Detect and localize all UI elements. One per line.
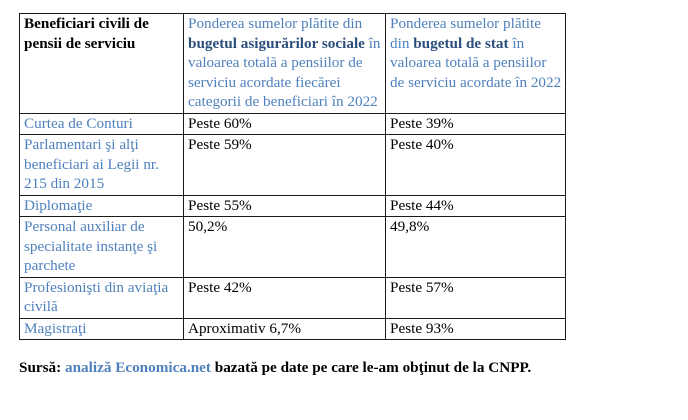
header-social-budget bbox=[184, 14, 386, 114]
source-rest: bazată pe date pe care le-am obţinut de la CNPP. bbox=[210, 359, 532, 376]
category-cell: Magistraţi bbox=[20, 318, 184, 340]
social-share-cell: Peste 42% bbox=[184, 277, 386, 318]
category-cell: Profesionişti din aviaţia civilă bbox=[20, 277, 184, 318]
header-social-bold: bugetul asigurărilor sociale bbox=[188, 34, 365, 52]
state-share-cell: Peste 44% bbox=[386, 195, 566, 217]
social-share-cell: Peste 55% bbox=[184, 195, 386, 217]
social-share-cell: Aproximativ 6,7% bbox=[184, 318, 386, 340]
pension-table bbox=[19, 13, 566, 340]
table-row bbox=[20, 195, 566, 217]
table-row bbox=[20, 113, 566, 135]
source-label: Sursă: bbox=[19, 359, 62, 376]
header-state-pre: Ponderea sumelor plătite din bbox=[390, 15, 541, 52]
social-share-cell: Peste 59% bbox=[184, 135, 386, 196]
table-row bbox=[20, 217, 566, 278]
header-category: Beneficiari civili de pensii de serviciu bbox=[20, 14, 184, 114]
header-social-pre: Ponderea sumelor plătite din bbox=[188, 15, 363, 32]
header-state-budget bbox=[386, 14, 566, 114]
table-header-row bbox=[20, 14, 566, 114]
social-share-cell: 50,2% bbox=[184, 217, 386, 278]
header-state-post: în valoarea totală a pensiilor de serviciu acordate în 2022 bbox=[390, 34, 562, 91]
category-cell: Diplomaţie bbox=[20, 195, 184, 217]
header-state-bold: bugetul de stat bbox=[413, 34, 509, 52]
state-share-cell: Peste 93% bbox=[386, 318, 566, 340]
table-row bbox=[20, 135, 566, 196]
state-share-cell: 49,8% bbox=[386, 217, 566, 278]
state-share-cell: Peste 57% bbox=[386, 277, 566, 318]
source-link[interactable]: analiză Economica.net bbox=[65, 359, 211, 376]
category-cell: Parlamentari şi alţi beneficiari ai Legii nr. 215 din 2015 bbox=[20, 135, 184, 196]
category-cell: Personal auxiliar de specialitate instanţe şi parchete bbox=[20, 217, 184, 278]
state-share-cell: Peste 40% bbox=[386, 135, 566, 196]
source-note bbox=[19, 358, 531, 377]
category-cell: Curtea de Conturi bbox=[20, 113, 184, 135]
header-social-post: în valoarea totală a pensiilor de serviciu acordate fiecărei categorii de beneficiari în 2022 bbox=[188, 34, 381, 110]
social-share-cell: Peste 60% bbox=[184, 113, 386, 135]
state-share-cell: Peste 39% bbox=[386, 113, 566, 135]
table-row bbox=[20, 318, 566, 340]
table-row bbox=[20, 277, 566, 318]
